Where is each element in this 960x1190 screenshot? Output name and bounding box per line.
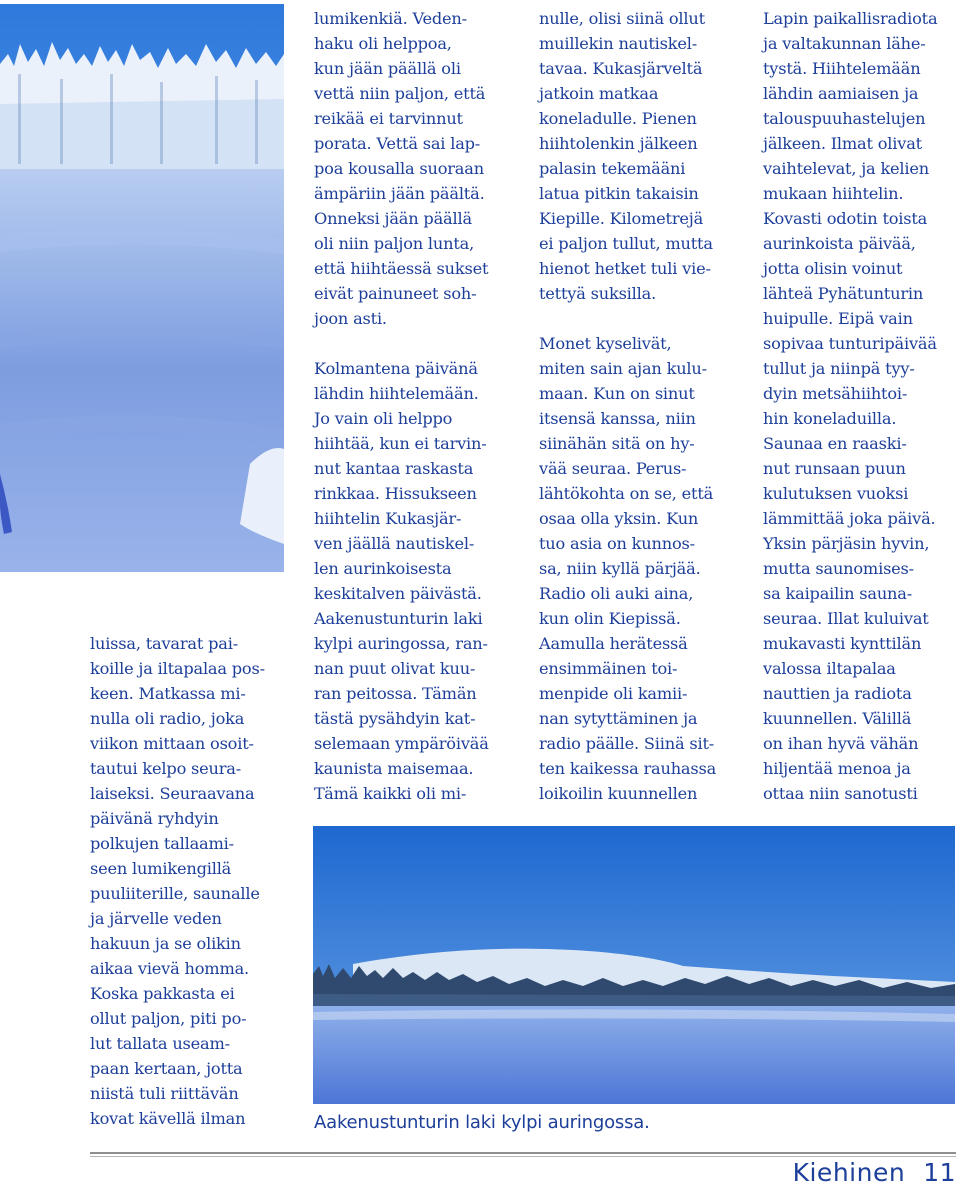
article-column-3-part-1: nulle, olisi siinä ollut muillekin nautiskel- tavaa. Kukasjärveltä jatkoin matkaa koneladulle. Pienen hiihtolenkin jälkeen palasin tekemääni latua pitkin takaisin Kiepille. Kilometrejä ei paljon tullut, mutta hienot hetket tuli vie- tettyä suksilla. (539, 9, 713, 303)
page-number: 11 (923, 1158, 956, 1187)
magazine-name: Kiehinen (792, 1158, 906, 1187)
fell-landscape-illustration (313, 826, 955, 1104)
footer-rule-thin (90, 1156, 956, 1157)
article-column-2-part-2: Kolmantena päivänä lähdin hiihtelemään. Jo vain oli helppo hiihtää, kun ei tarvin- nut kantaa raskasta rinkkaa. Hissukseen hiihtelin Kukasjär- ven jäällä nautiskel- len aurinkoisesta keskitalven päivästä. Aakenustunturin laki kylpi auringossa, ran- nan puut olivat kuu- ran peitossa. Tämän tästä pysähdyin kat- selemaan ympäröivää kaunista maisemaa. Tämä kaikki oli mi- (314, 359, 489, 803)
fell-landscape-photo (313, 826, 955, 1104)
article-column-1: luissa, tavarat pai- koille ja iltapalaa pos- keen. Matkassa mi- nulla oli radio, joka viikon mittaan osoit- tautui kelpo seura- laiseksi. Seuraavana päivänä ryhdyin polkujen tallaami- seen lumikengillä puuliiterille, saunalle ja järvelle veden hakuun ja se olikin aikaa vievä homma. Koska pakkasta ei ollut paljon, piti po- lut tallata useam- paan kertaan, jotta niistä tuli riittävän kovat kävellä ilman (90, 634, 265, 1128)
article-column-2-part-1: lumikenkiä. Veden- haku oli helppoa, kun jään päällä oli vettä niin paljon, että reikää ei tarvinnut porata. Vettä sai lap- poa kousalla suoraan ämpäriin jään päältä. Onneksi jään päällä oli niin paljon lunta, että hiihtäessä sukset eivät painuneet soh- joon asti. (314, 9, 489, 328)
article-column-4: Lapin paikallisradiota ja valtakunnan lähe- tystä. Hiihtelemään lähdin aamiaisen ja talouspuuhastelujen jälkeen. Ilmat olivat vaihtelevat, ja kelien mukaan hiihtelin. Kovasti odotin toista aurinkoista päivää, jotta olisin voinut lähteä Pyhätunturin huipulle. Eipä vain sopivaa tunturipäivää tullut ja niinpä tyy- dyin metsähiihtoi- hin koneladuilla. Saunaa en raaski- nut runsaan puun kulutuksen vuoksi lämmittää joka päivä. Yksin pärjäsin hyvin, mutta saunomises- sa kaipailin sauna- seuraa. Illat kuluivat mukavasti kynttilän valossa iltapalaa nauttien ja radiota kuunnellen. Välillä on ihan hyvä vähän hiljentää menoa ja ottaa niin sanotusti (763, 9, 938, 803)
article-column-3-part-2: Monet kyselivät, miten sain ajan kulu- maan. Kun on sinut itsensä kanssa, niin siinähän sitä on hy- vää seuraa. Perus- lähtökohta on se, että osaa olla yksin. Kun tuo asia on kunnos- sa, niin kyllä pärjää. Radio oli auki aina, kun olin Kiepissä. Aamulla herätessä ensimmäinen toi- menpide oli kamii- nan sytyttäminen ja radio päälle. Siinä sit- ten kaikessa rauhassa loikoilin kuunnellen (539, 334, 717, 803)
snow-forest-photo (0, 4, 284, 572)
photo-caption: Aakenustunturin laki kylpi auringossa. (314, 1112, 650, 1133)
footer-rule (90, 1152, 956, 1154)
page-footer (793, 1158, 956, 1187)
snow-forest-illustration (0, 4, 284, 572)
